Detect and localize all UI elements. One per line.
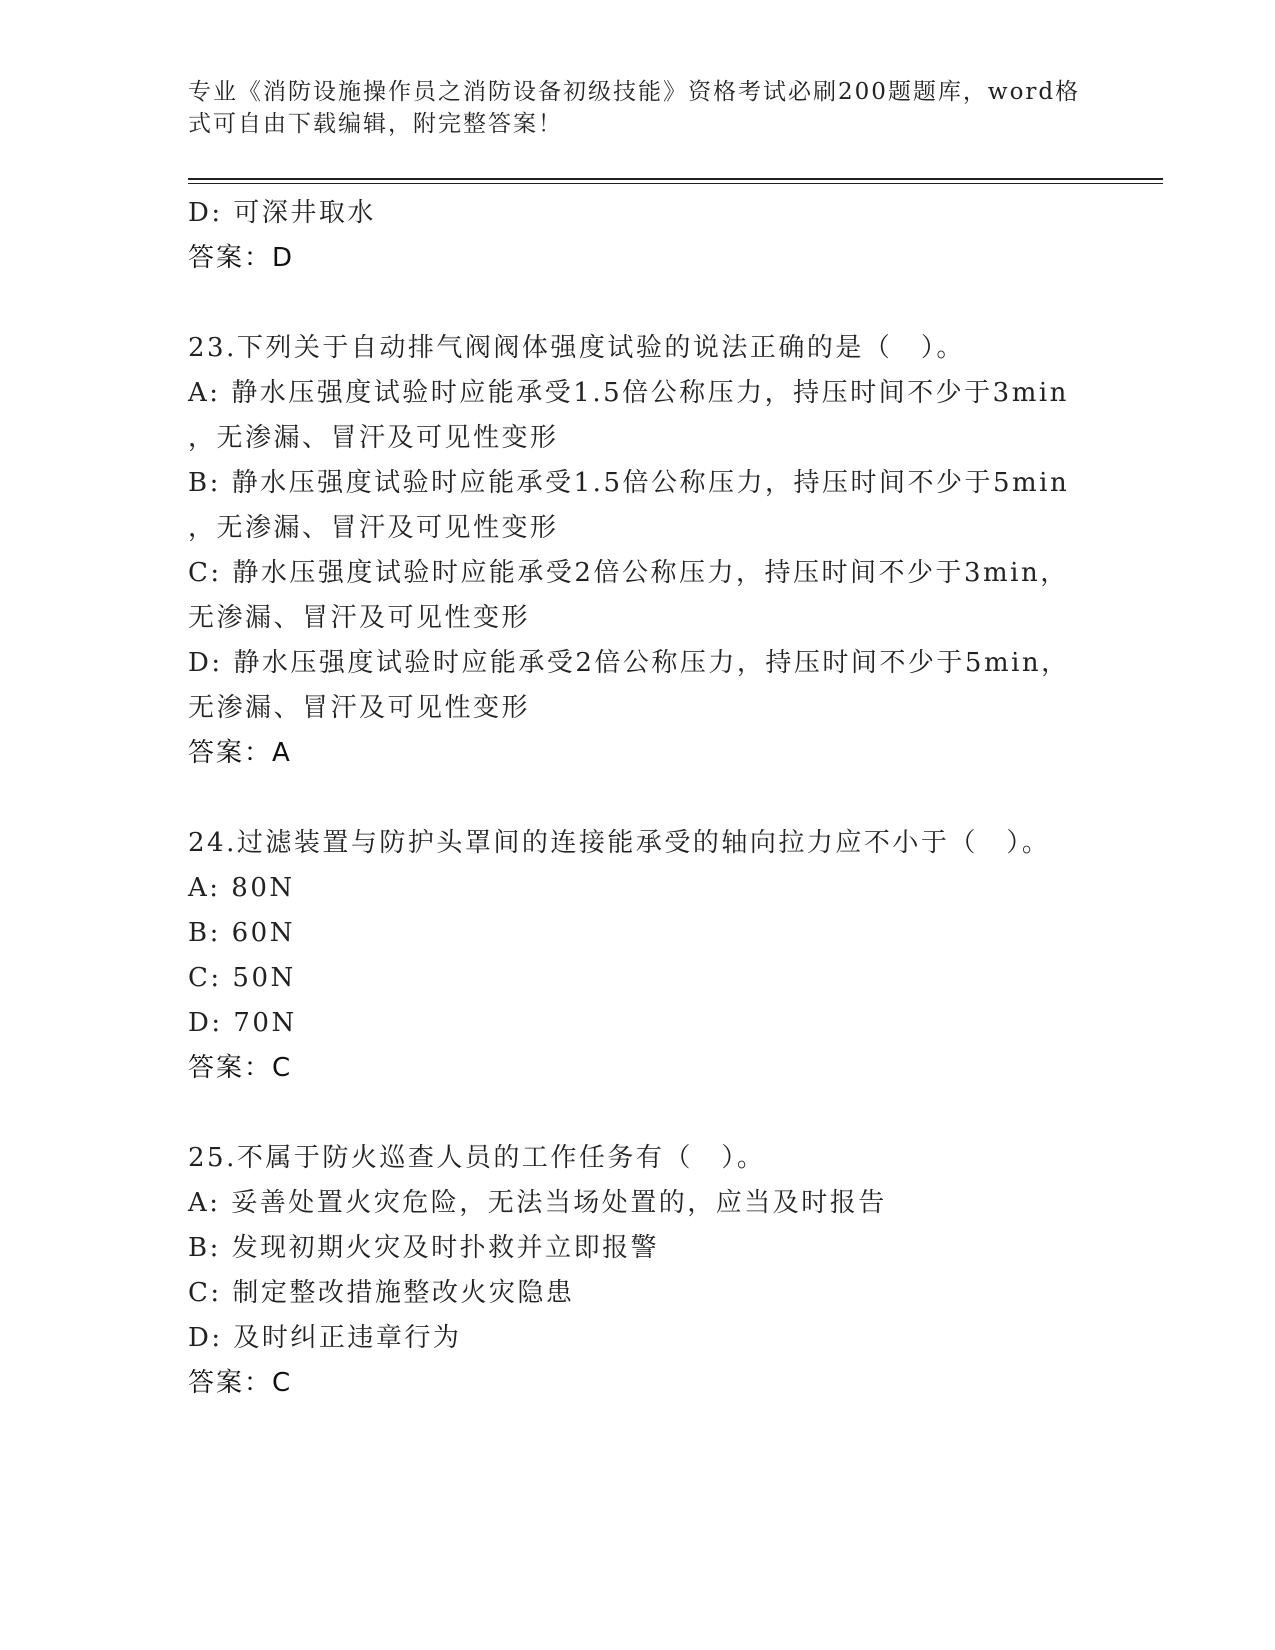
option-d-continued: 无渗漏、冒汗及可见性变形 xyxy=(188,693,531,723)
header-divider-thin xyxy=(188,183,1163,184)
question-23 xyxy=(188,326,1088,776)
option-c: C: 静水压强度试验时应能承受2倍公称压力，持压时间不少于3min， xyxy=(188,558,1069,588)
header-line-1: 专业《消防设施操作员之消防设备初级技能》资格考试必刷200题题库，word格 xyxy=(188,79,1081,105)
option-d: D: 及时纠正违章行为 xyxy=(188,1323,462,1353)
option-d: D: 70N xyxy=(188,1008,297,1038)
question-stem: 23.下列关于自动排气阀阀体强度试验的说法正确的是（ ）。 xyxy=(188,333,965,363)
spacer xyxy=(188,1091,1088,1136)
answer-line: 答案：D xyxy=(188,243,295,273)
answer-line: 答案：A xyxy=(188,738,292,768)
question-content xyxy=(188,191,1088,1406)
option-a: A: 妥善处置火灾危险，无法当场处置的，应当及时报告 xyxy=(188,1188,887,1218)
option-a-continued: ，无渗漏、冒汗及可见性变形 xyxy=(188,423,559,453)
question-24 xyxy=(188,821,1088,1091)
answer-line: 答案：C xyxy=(188,1368,293,1398)
option-d: D: 可深井取水 xyxy=(188,198,376,228)
question-stem: 25.不属于防火巡查人员的工作任务有（ ）。 xyxy=(188,1143,766,1173)
option-b: B: 发现初期火灾及时扑救并立即报警 xyxy=(188,1233,660,1263)
answer-line: 答案：C xyxy=(188,1053,293,1083)
option-b: B: 60N xyxy=(188,918,295,948)
option-c-continued: 无渗漏、冒汗及可见性变形 xyxy=(188,603,531,633)
previous-question-tail xyxy=(188,191,1088,281)
question-25 xyxy=(188,1136,1088,1406)
option-a: A: 80N xyxy=(188,873,295,903)
option-d: D: 静水压强度试验时应能承受2倍公称压力，持压时间不少于5min， xyxy=(188,648,1070,678)
option-b-continued: ，无渗漏、冒汗及可见性变形 xyxy=(188,513,559,543)
option-b: B: 静水压强度试验时应能承受1.5倍公称压力，持压时间不少于5min xyxy=(188,468,1070,498)
option-c: C: 制定整改措施整改火灾隐患 xyxy=(188,1278,575,1308)
spacer xyxy=(188,776,1088,821)
option-a: A: 静水压强度试验时应能承受1.5倍公称压力，持压时间不少于3min xyxy=(188,378,1069,408)
spacer xyxy=(188,281,1088,326)
option-c: C: 50N xyxy=(188,963,296,993)
page-header xyxy=(188,76,1088,140)
header-divider-thick xyxy=(188,178,1163,180)
question-stem: 24.过滤装置与防护头罩间的连接能承受的轴向拉力应不小于（ ）。 xyxy=(188,828,1051,858)
header-line-2: 式可自由下载编辑，附完整答案！ xyxy=(188,111,563,137)
